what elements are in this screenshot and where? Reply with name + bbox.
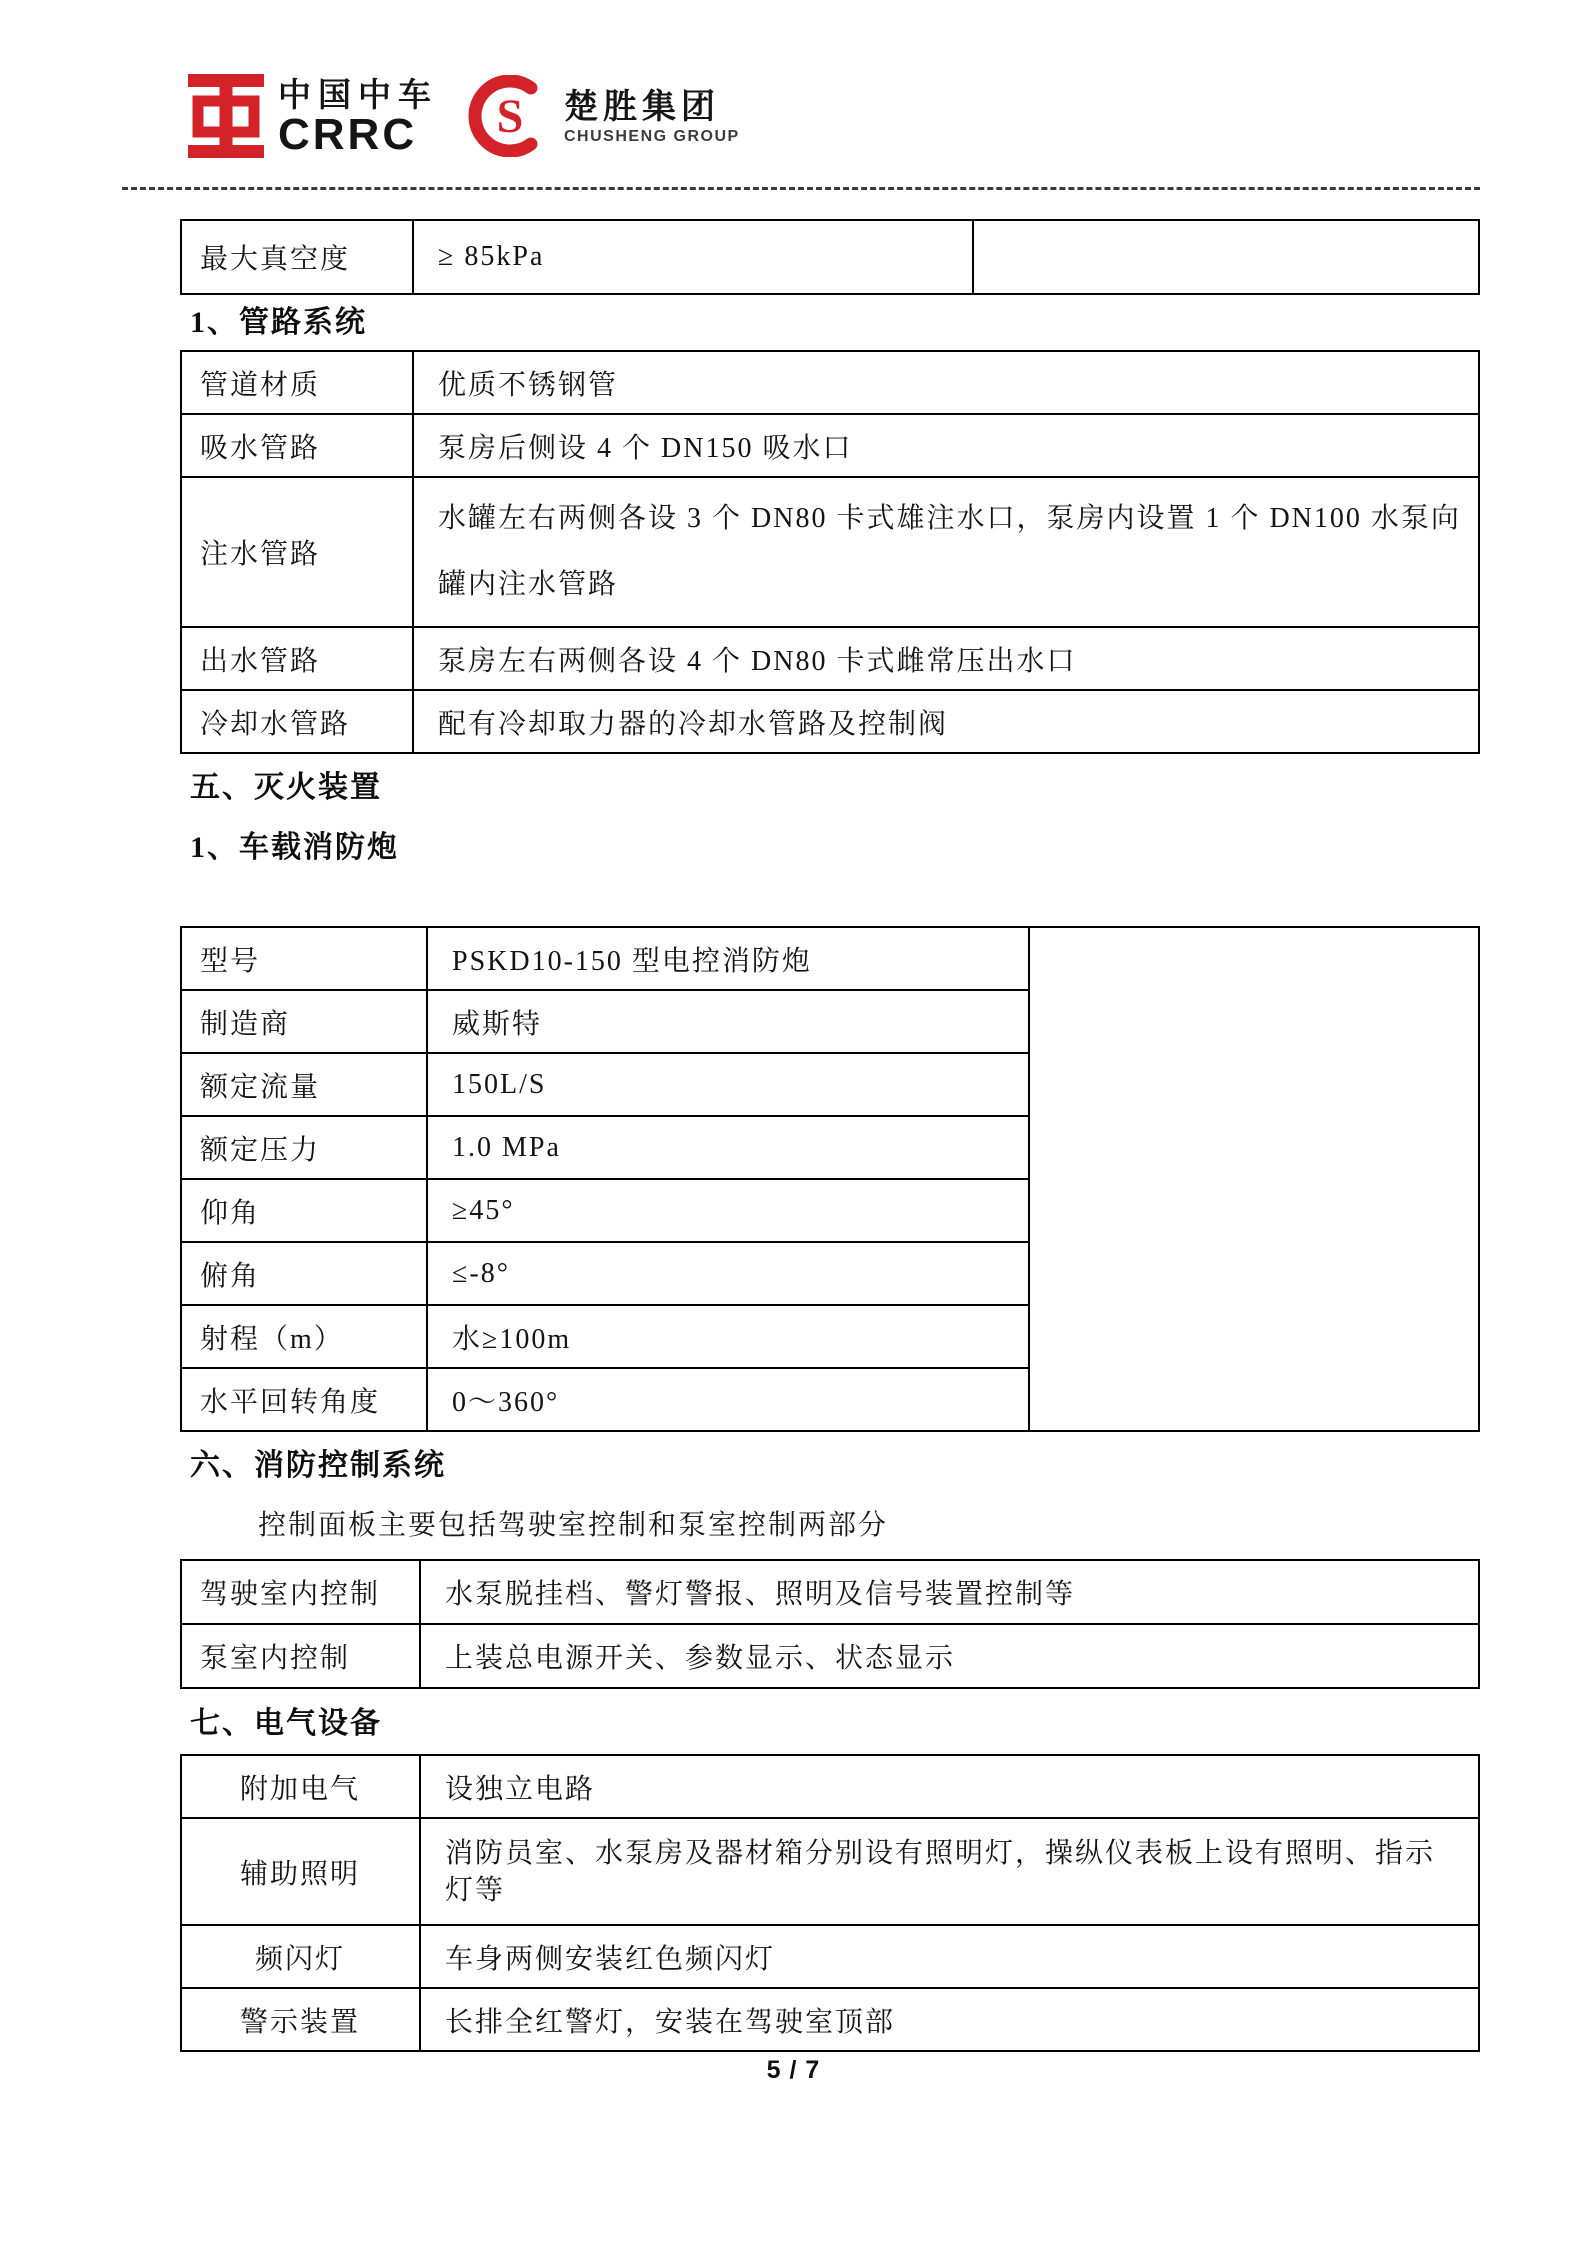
row-label: 泵室内控制 bbox=[181, 1624, 420, 1688]
table-row bbox=[181, 351, 1479, 414]
control-system-intro: 控制面板主要包括驾驶室控制和泵室控制两部分 bbox=[258, 1510, 889, 1541]
svg-text:S: S bbox=[496, 89, 524, 143]
row-label: 射程（m） bbox=[181, 1305, 427, 1368]
row-label: 最大真空度 bbox=[181, 220, 413, 294]
table-row bbox=[181, 1988, 1479, 2051]
crrc-name-cn: 中国中车 bbox=[278, 75, 438, 113]
crrc-name-en: CRRC bbox=[278, 110, 418, 160]
row-label: 水平回转角度 bbox=[181, 1368, 427, 1431]
empty-cell bbox=[1029, 927, 1479, 1431]
row-value: 1.0 MPa bbox=[427, 1116, 1029, 1179]
row-value: 水≥100m bbox=[427, 1305, 1029, 1368]
control-system-table bbox=[180, 1559, 1480, 1689]
row-value: PSKD10-150 型电控消防炮 bbox=[427, 927, 1029, 990]
row-value: ≥ 85kPa bbox=[413, 220, 973, 294]
control-system-heading: 六、消防控制系统 bbox=[190, 1449, 446, 1482]
extinguishing-device-heading: 五、灭火装置 bbox=[190, 771, 382, 804]
row-label: 俯角 bbox=[181, 1242, 427, 1305]
fire-monitor-heading: 1、车载消防炮 bbox=[190, 831, 399, 864]
table-row bbox=[181, 1818, 1479, 1925]
crrc-emblem-icon bbox=[188, 74, 264, 163]
chusheng-emblem-icon bbox=[468, 75, 550, 162]
row-label: 管道材质 bbox=[181, 351, 413, 414]
table-row bbox=[181, 690, 1479, 753]
fire-monitor-table bbox=[180, 926, 1480, 1432]
table-row bbox=[181, 927, 1479, 990]
row-value: 威斯特 bbox=[427, 990, 1029, 1053]
table-row bbox=[181, 1560, 1479, 1624]
row-label: 额定流量 bbox=[181, 1053, 427, 1116]
row-value: 0～360° bbox=[427, 1368, 1029, 1431]
table-row bbox=[181, 220, 1479, 294]
row-label: 注水管路 bbox=[181, 477, 413, 627]
chusheng-logo bbox=[468, 75, 740, 162]
row-label: 额定压力 bbox=[181, 1116, 427, 1179]
table-row bbox=[181, 627, 1479, 690]
row-label: 附加电气 bbox=[181, 1755, 420, 1818]
row-value: 上装总电源开关、参数显示、状态显示 bbox=[420, 1624, 1479, 1688]
table-row bbox=[181, 1624, 1479, 1688]
row-value: 消防员室、水泵房及器材箱分别设有照明灯，操纵仪表板上设有照明、指示灯等 bbox=[420, 1818, 1479, 1925]
table-row bbox=[181, 1755, 1479, 1818]
row-value: 优质不锈钢管 bbox=[413, 351, 1479, 414]
row-label: 吸水管路 bbox=[181, 414, 413, 477]
page-header bbox=[188, 75, 1480, 161]
pipe-system-heading: 1、管路系统 bbox=[190, 306, 367, 339]
electric-equipment-table bbox=[180, 1754, 1480, 2052]
row-value: ≥45° bbox=[427, 1179, 1029, 1242]
chusheng-name-cn: 楚胜集团 bbox=[564, 87, 720, 126]
pipe-system-table bbox=[180, 350, 1480, 754]
row-label: 辅助照明 bbox=[181, 1818, 420, 1925]
chusheng-name-en: CHUSHENG GROUP bbox=[564, 128, 740, 146]
row-value: 长排全红警灯，安装在驾驶室顶部 bbox=[420, 1988, 1479, 2051]
row-value: 设独立电路 bbox=[420, 1755, 1479, 1818]
table-row bbox=[181, 477, 1479, 627]
row-value: 150L/S bbox=[427, 1053, 1029, 1116]
row-value: ≤-8° bbox=[427, 1242, 1029, 1305]
row-value: 水泵脱挂档、警灯警报、照明及信号装置控制等 bbox=[420, 1560, 1479, 1624]
row-label: 型号 bbox=[181, 927, 427, 990]
row-value: 车身两侧安装红色频闪灯 bbox=[420, 1925, 1479, 1988]
header-divider bbox=[122, 187, 1480, 190]
table-row bbox=[181, 1925, 1479, 1988]
row-value: 水罐左右两侧各设 3 个 DN80 卡式雄注水口，泵房内设置 1 个 DN100 水泵向罐内注水管路 bbox=[413, 477, 1479, 627]
row-value: 泵房后侧设 4 个 DN150 吸水口 bbox=[413, 414, 1479, 477]
row-label: 冷却水管路 bbox=[181, 690, 413, 753]
row-value: 配有冷却取力器的冷却水管路及控制阀 bbox=[413, 690, 1479, 753]
row-value: 泵房左右两侧各设 4 个 DN80 卡式雌常压出水口 bbox=[413, 627, 1479, 690]
row-label: 出水管路 bbox=[181, 627, 413, 690]
page-number: 5 / 7 bbox=[766, 2056, 821, 2084]
row-label: 频闪灯 bbox=[181, 1925, 420, 1988]
row-label: 驾驶室内控制 bbox=[181, 1560, 420, 1624]
crrc-logo bbox=[188, 74, 438, 163]
row-label: 制造商 bbox=[181, 990, 427, 1053]
vacuum-spec-table bbox=[180, 219, 1480, 295]
empty-cell bbox=[973, 220, 1479, 294]
row-label: 警示装置 bbox=[181, 1988, 420, 2051]
row-label: 仰角 bbox=[181, 1179, 427, 1242]
table-row bbox=[181, 414, 1479, 477]
electric-equipment-heading: 七、电气设备 bbox=[190, 1707, 382, 1740]
